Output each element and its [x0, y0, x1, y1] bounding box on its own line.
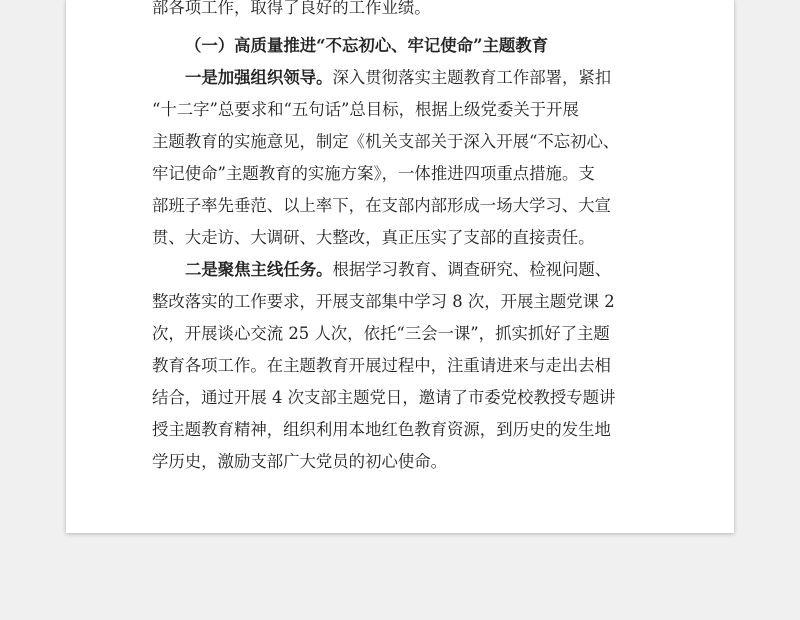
paragraph-line: 教育各项工作。在主题教育开展过程中，注重请进来与走出去相: [152, 356, 611, 375]
paragraph-line: 次，开展谈心交流 25 人次，依托“三会一课”，抓实抓好了主题: [152, 324, 610, 343]
paragraph-lead: 二是聚焦主线任务。: [185, 260, 333, 279]
paragraph-line: 牢记使命”主题教育的实施方案》，一体推进四项重点措施。支: [152, 164, 595, 183]
paragraph-lead: 一是加强组织领导。: [185, 68, 333, 87]
paragraph-line: 结合，通过开展 4 次支部主题党日，邀请了市委党校教授专题讲: [152, 388, 616, 407]
paragraph-text: 根据学习教育、调查研究、检视问题、: [332, 260, 612, 279]
section-heading: （一）高质量推进“不忘初心、牢记使命”主题教育: [185, 36, 549, 55]
paragraph-line: 学历史，激励支部广大党员的初心使命。: [152, 452, 448, 471]
paragraph-text: 深入贯彻落实主题教育工作部署，紧扣: [332, 68, 612, 87]
paragraph-line: [152, 254, 626, 286]
paragraph-line: [152, 62, 626, 94]
paragraph-line: 贯、大走访、大调研、大整改，真正压实了支部的直接责任。: [152, 228, 595, 247]
paragraph-line: 授主题教育精神，组织利用本地红色教育资源，到历史的发生地: [152, 420, 611, 439]
paragraph-line: 整改落实的工作要求，开展支部集中学习 8 次，开展主题党课 2: [152, 292, 615, 311]
document-body: [152, 0, 626, 478]
paragraph-line: “十二字”总要求和“五句话”总目标，根据上级党委关于开展: [152, 100, 579, 119]
paragraph-line: 部班子率先垂范、以上率下，在支部内部形成一场大学习、大宣: [152, 196, 611, 215]
paragraph-line: 主题教育的实施意见，制定《机关支部关于深入开展“不忘初心、: [152, 132, 620, 151]
document-page: [66, 0, 734, 533]
paragraph-line: 部各项工作，取得了良好的工作业绩。: [152, 0, 431, 17]
